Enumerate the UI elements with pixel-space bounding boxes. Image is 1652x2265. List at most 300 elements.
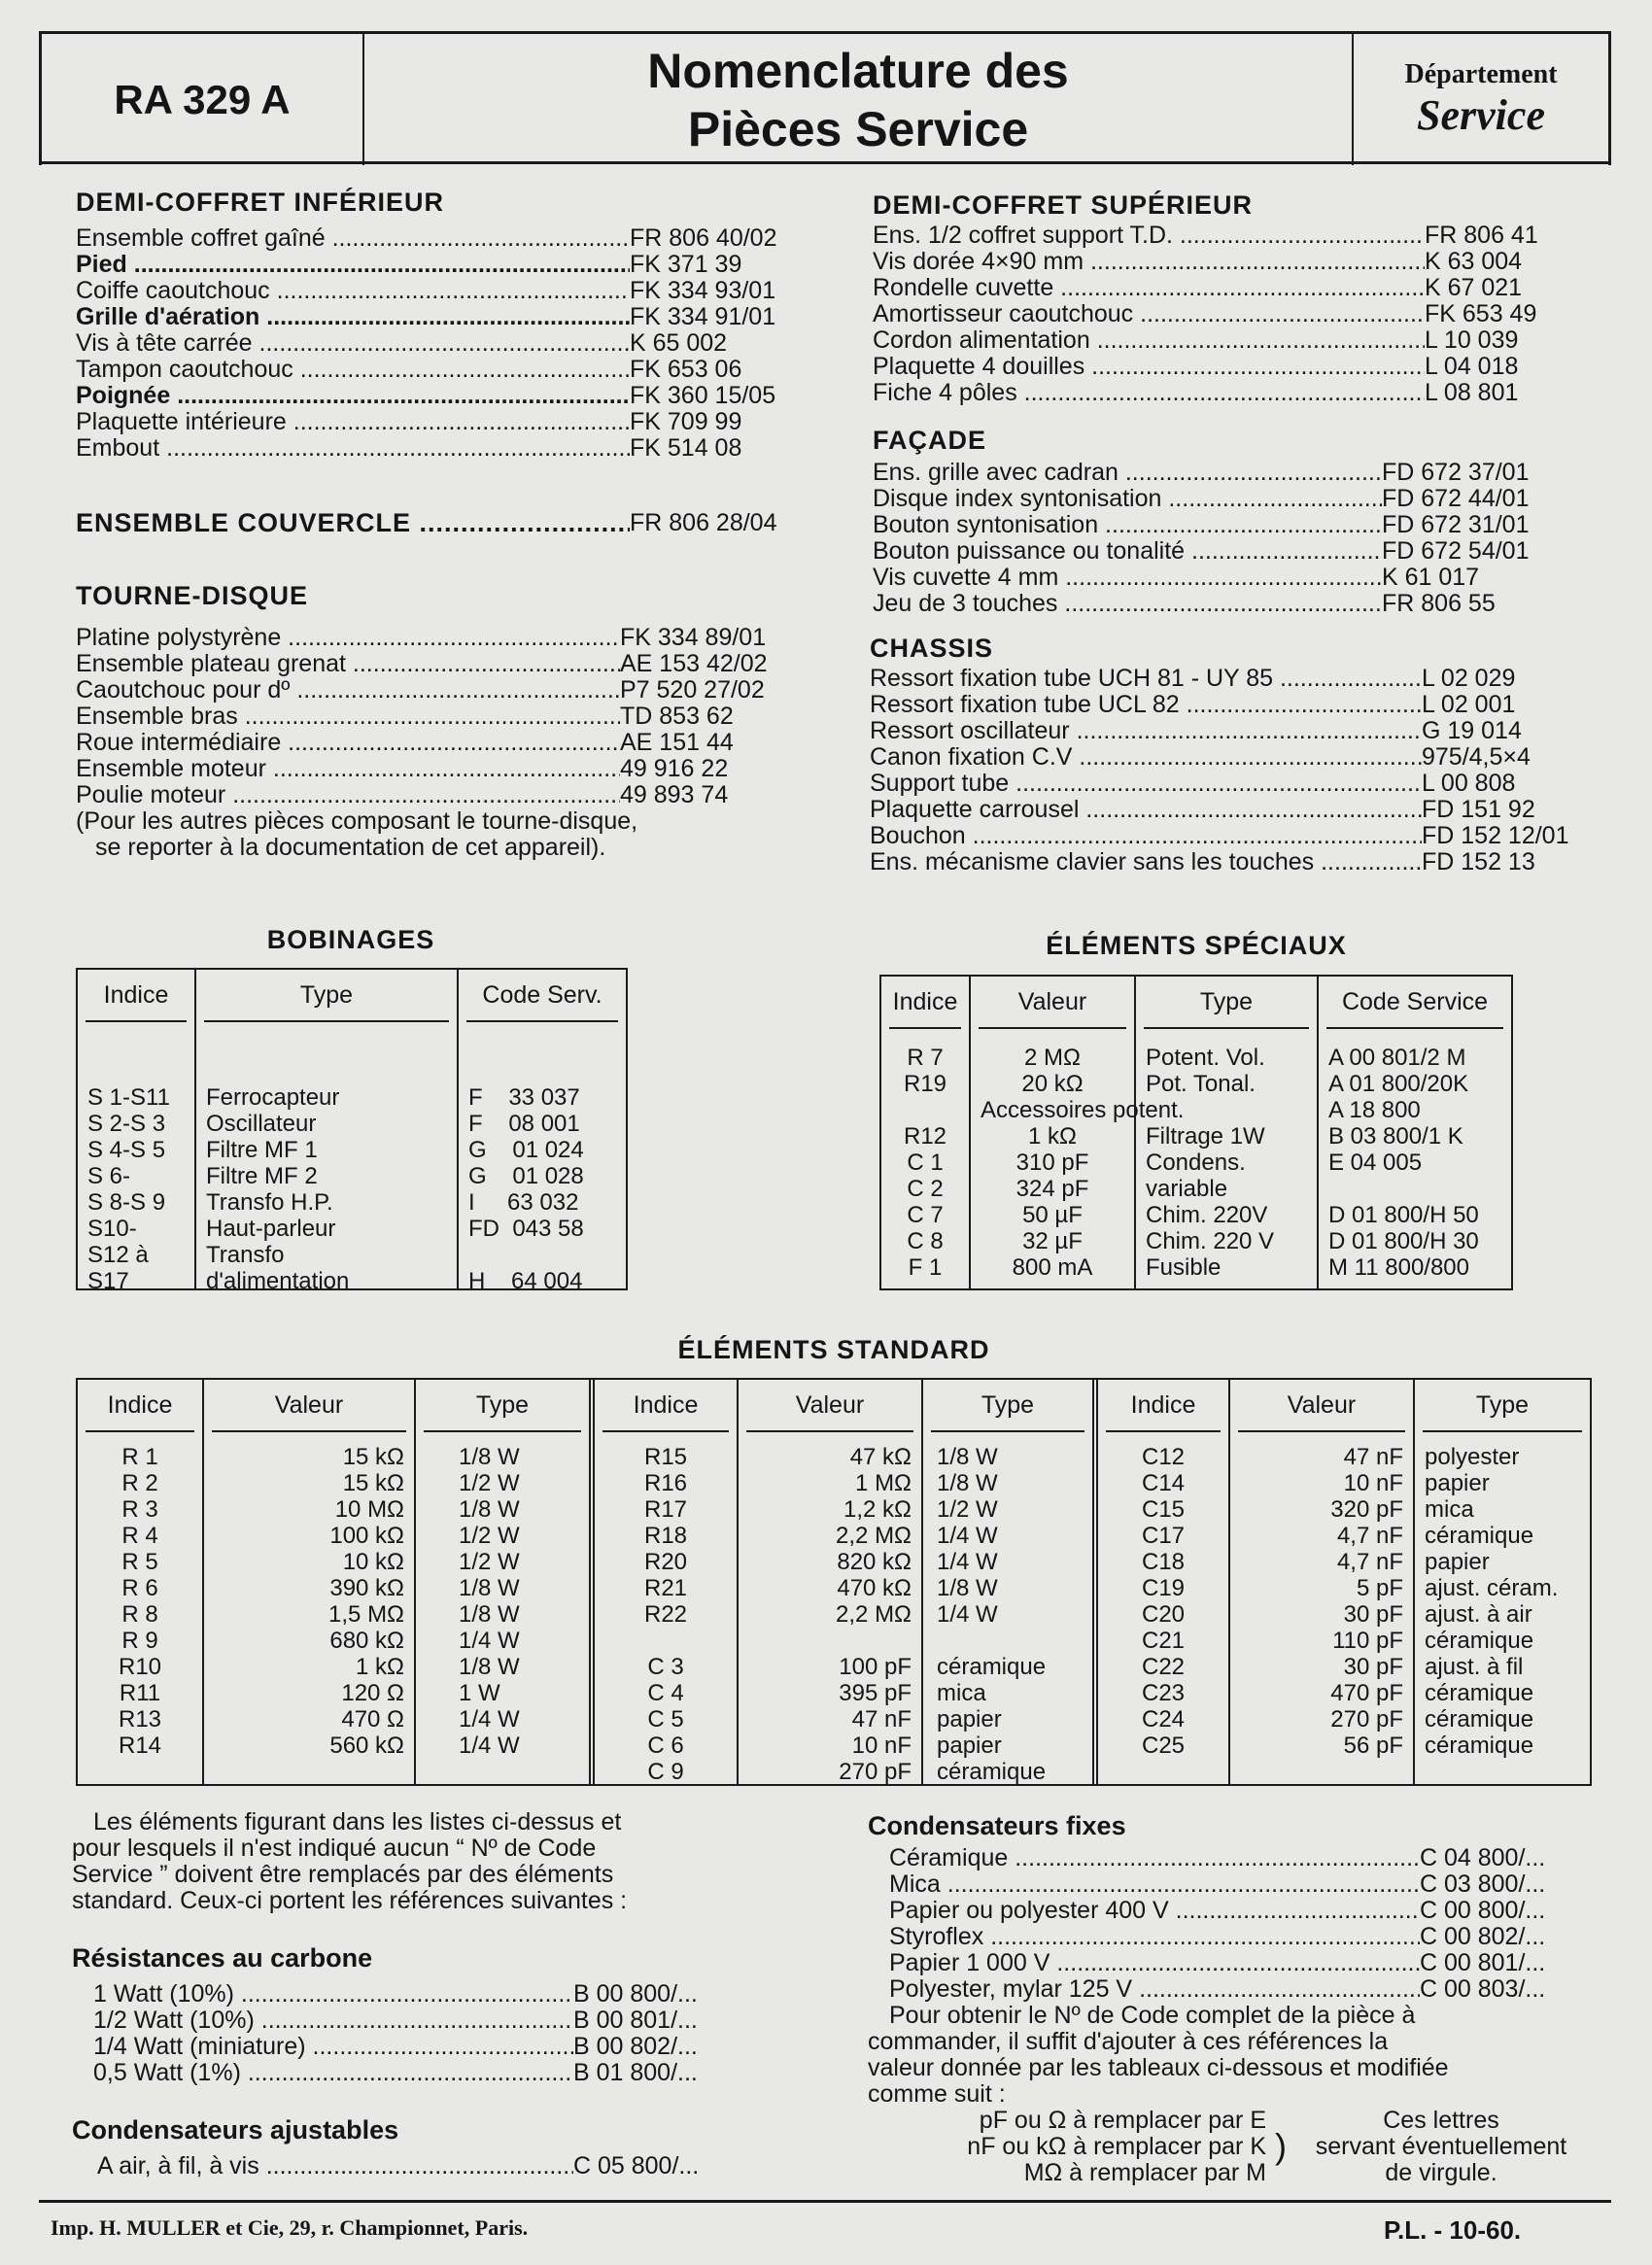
standard-indice: R 9 [121, 1628, 158, 1654]
standard-title: ÉLÉMENTS STANDARD [677, 1335, 990, 1364]
item-code: C 00 802/... [1420, 1923, 1546, 1950]
list-item [870, 692, 1589, 718]
standard-type: 1/8 W [459, 1496, 520, 1523]
standard-indice: R20 [643, 1549, 688, 1575]
standard-type: 1/4 W [459, 1706, 520, 1733]
standard-valeur: 470 pF [1330, 1680, 1403, 1706]
standard-type: 1/4 W [937, 1601, 998, 1628]
standard-valeur: 1,2 kΩ [843, 1496, 912, 1523]
fixes-line-3: valeur donnée par les tableaux ci-dessous et modifiée [868, 2054, 1449, 2081]
special-valeur: 324 pF [1015, 1176, 1089, 1202]
item-name: Disque index syntonisation ..... [873, 486, 1382, 512]
item-name: A air, à fil, à vis ..... [97, 2153, 573, 2179]
standard-valeur: 4,7 nF [1336, 1523, 1403, 1549]
standard-indice: R21 [643, 1575, 688, 1601]
item-name: Céramique ..... [889, 1845, 1420, 1871]
standard-indice: C 6 [647, 1733, 684, 1759]
standard-type: 1/2 W [459, 1523, 520, 1549]
title-line-1: Nomenclature des [647, 43, 1069, 98]
list-item [873, 486, 1572, 512]
standard-indice: R11 [119, 1680, 161, 1706]
demi-coffret-inferieur-section [76, 188, 795, 462]
bobinage-indice: S 8-S 9 [87, 1189, 166, 1216]
standard-valeur: 47 kΩ [849, 1444, 912, 1470]
section-title: DEMI-COFFRET INFÉRIEUR [76, 188, 444, 217]
item-code: L 08 801 [1425, 379, 1519, 406]
bobinage-type: Haut-parleur [206, 1216, 336, 1242]
list-item [889, 1871, 1587, 1898]
standard-type: papier [1425, 1470, 1490, 1496]
standard-type: céramique [937, 1759, 1047, 1785]
standard-indice: C14 [1141, 1470, 1186, 1496]
section-title: Condensateurs ajustables [72, 2115, 399, 2145]
bobinage-type: Transfo [206, 1242, 285, 1268]
list-item [873, 354, 1572, 380]
standard-indice: C 9 [647, 1759, 684, 1785]
speciaux-title: ÉLÉMENTS SPÉCIAUX [1046, 931, 1347, 960]
list-item [76, 278, 795, 304]
standard-valeur: 110 pF [1332, 1628, 1403, 1654]
fixes-line-4: comme suit : [868, 2080, 1006, 2108]
bobinage-type: Filtre MF 1 [206, 1137, 318, 1163]
item-code: C 00 803/... [1420, 1975, 1546, 2003]
special-indice [891, 1097, 959, 1123]
item-code: AE 151 44 [620, 729, 734, 756]
item-code: FR 806 55 [1382, 590, 1496, 617]
item-name: Plaquette 4 douilles ..... [873, 354, 1425, 380]
col-header-valeur: Valeur [979, 977, 1126, 1029]
standard-valeur: 270 pF [1330, 1706, 1403, 1733]
list-item [873, 249, 1572, 275]
standard-indice: C18 [1141, 1549, 1186, 1575]
list-item [76, 330, 795, 357]
bobinage-indice: S 2-S 3 [87, 1111, 166, 1137]
list-item [870, 771, 1589, 797]
list-item [76, 357, 795, 383]
standard-indice: C22 [1141, 1654, 1186, 1680]
standard-valeur: 470 kΩ [837, 1575, 912, 1601]
bobinages-title: BOBINAGES [266, 925, 435, 954]
standard-valeur: 10 nF [1343, 1470, 1403, 1496]
special-valeur: 1 kΩ [1028, 1123, 1077, 1150]
rule-nf: nF ou kΩ à remplacer par K [967, 2133, 1266, 2160]
standard-valeur: 30 pF [1343, 1654, 1403, 1680]
letters-note-3: de virgule. [1385, 2159, 1497, 2186]
standard-valeur: 10 kΩ [342, 1549, 404, 1575]
item-code: L 00 808 [1422, 770, 1516, 797]
standard-table [76, 1378, 1592, 1786]
item-name: Ensemble plateau grenat ..... [76, 651, 620, 677]
item-name: Platine polystyrène ..... [76, 625, 620, 651]
item-name: Roue intermédiaire ..... [76, 730, 620, 756]
standard-indice: R 5 [121, 1549, 158, 1575]
item-code: K 61 017 [1382, 564, 1480, 591]
demi-coffret-superieur-section [873, 190, 1572, 406]
standard-type: polyester [1425, 1444, 1520, 1470]
special-code: A 01 800/20K [1328, 1071, 1469, 1097]
couvercle-code: FR 806 28/04 [630, 509, 777, 536]
item-name: Caoutchouc pour dº ..... [76, 677, 620, 704]
header [39, 31, 1611, 165]
standard-indice: R22 [643, 1601, 688, 1628]
list-item [889, 1976, 1587, 2003]
standard-valeur: 680 kΩ [329, 1628, 404, 1654]
section-title: CHASSIS [870, 634, 994, 663]
page-reference: P.L. - 10-60. [1384, 2215, 1522, 2245]
list-item [870, 744, 1589, 771]
item-code: 49 893 74 [620, 781, 729, 808]
standard-valeur: 320 pF [1330, 1496, 1403, 1523]
item-name: Bouchon ..... [870, 823, 1422, 849]
item-code: C 03 800/... [1420, 1870, 1546, 1898]
item-code: FK 514 08 [630, 434, 742, 462]
couvercle-label: ENSEMBLE COUVERCLE ..... [76, 510, 630, 536]
item-name: Tampon caoutchouc ..... [76, 357, 630, 383]
standard-valeur: 10 MΩ [334, 1496, 404, 1523]
item-name: Vis dorée 4×90 mm ..... [873, 249, 1425, 275]
item-code: B 00 801/... [573, 2007, 698, 2034]
item-code: AE 153 42/02 [620, 650, 768, 677]
col-header-indice: Indice [86, 1380, 194, 1432]
list-item [873, 301, 1572, 327]
standard-type: céramique [1425, 1628, 1534, 1654]
list-item [76, 651, 795, 677]
item-code: FR 806 40/02 [630, 224, 777, 252]
facade-section [873, 426, 1572, 617]
rule-pf: pF ou Ω à remplacer par E [979, 2107, 1266, 2134]
item-name: Bouton puissance ou tonalité ..... [873, 538, 1382, 565]
replacement-rules: pF ou Ω à remplacer par E nF ou kΩ à remplacer par K MΩ à remplacer par M ) Ces lettres servant éventuellement de virgule. [868, 2108, 1587, 2186]
special-code: A 18 800 [1328, 1097, 1421, 1123]
item-code: FK 334 93/01 [630, 277, 776, 304]
rule-mohm: MΩ à remplacer par M [1023, 2159, 1266, 2186]
bobinage-code: F 33 037 [468, 1084, 580, 1111]
list-item [873, 327, 1572, 354]
bobinage-indice: S17 [87, 1268, 129, 1294]
item-name: Plaquette carrousel ..... [870, 797, 1422, 823]
item-name: Plaquette intérieure ..... [76, 409, 630, 435]
special-type: variable [1146, 1176, 1228, 1202]
standard-type [937, 1628, 1083, 1654]
col-header-type: Type [204, 970, 449, 1022]
standard-indice: C 4 [647, 1680, 684, 1706]
item-name: 1/2 Watt (10%) ..... [93, 2008, 573, 2034]
standard-type: papier [1425, 1549, 1490, 1575]
fixes-section [868, 1811, 1587, 2186]
standard-valeur: 15 kΩ [342, 1444, 404, 1470]
list-item [93, 1981, 791, 2008]
notes-line-2: pour lesquels il n'est indiqué aucun “ Nº de Code [72, 1835, 597, 1862]
item-code: FK 360 15/05 [630, 382, 776, 409]
list-item [93, 2034, 791, 2060]
standard-valeur: 2,2 MΩ [836, 1601, 912, 1628]
item-code: C 00 800/... [1420, 1897, 1546, 1924]
tourne-note-2: se reporter à la documentation de cet appareil). [95, 834, 606, 861]
item-code: C 04 800/... [1420, 1844, 1546, 1871]
page-title [364, 34, 1354, 165]
item-name: Cordon alimentation ..... [873, 327, 1425, 354]
standard-type: mica [1425, 1496, 1474, 1523]
bobinage-type: Oscillateur [206, 1111, 317, 1137]
special-indice: C 2 [907, 1176, 944, 1202]
list-item [93, 2008, 791, 2034]
standard-valeur: 100 pF [839, 1654, 912, 1680]
standard-indice: C25 [1141, 1733, 1186, 1759]
model-ref: RA 329 A [42, 34, 364, 165]
item-code: B 00 802/... [573, 2033, 698, 2060]
item-name: Poignée ..... [76, 383, 630, 409]
item-name: Ensemble bras ..... [76, 704, 620, 730]
standard-valeur: 270 pF [839, 1759, 912, 1785]
item-name: Canon fixation C.V ..... [870, 744, 1422, 771]
fixes-line-2: commander, il suffit d'ajouter à ces références la [868, 2028, 1389, 2055]
item-code: L 10 039 [1425, 326, 1519, 354]
standard-indice [604, 1628, 727, 1654]
item-name: Ens. 1/2 coffret support T.D. ..... [873, 223, 1425, 249]
notes-line-3: Service ” doivent être remplacés par des éléments [72, 1861, 614, 1888]
standard-type: 1/4 W [459, 1733, 520, 1759]
item-code: C 00 801/... [1420, 1949, 1546, 1976]
special-code [1328, 1176, 1501, 1202]
list-item [76, 383, 795, 409]
list-item [93, 2060, 791, 2086]
item-code: P7 520 27/02 [620, 676, 765, 704]
special-indice: F 1 [908, 1254, 943, 1281]
col-header-indice: Indice [602, 1380, 729, 1432]
standard-valeur: 120 Ω [341, 1680, 404, 1706]
item-name: Ressort oscillateur ..... [870, 718, 1422, 744]
item-name: Ensemble coffret gaîné ..... [76, 225, 630, 252]
list-item [873, 565, 1572, 591]
item-code: L 02 001 [1422, 691, 1516, 718]
special-indice: R 7 [907, 1045, 944, 1071]
item-name: Embout ..... [76, 435, 630, 462]
item-code: FK 334 89/01 [620, 624, 767, 651]
standard-indice: C 5 [647, 1706, 684, 1733]
standard-type: 1/8 W [937, 1575, 998, 1601]
special-indice: R12 [903, 1123, 947, 1150]
section-title: TOURNE-DISQUE [76, 581, 309, 610]
item-code: L 02 029 [1422, 665, 1516, 692]
standard-type: papier [937, 1733, 1002, 1759]
col-header-indice: Indice [1106, 1380, 1221, 1432]
ensemble-couvercle-section [76, 510, 795, 536]
item-code: K 63 004 [1425, 248, 1523, 275]
bobinage-code: FD 043 58 [468, 1216, 584, 1242]
bobinage-code: H 64 004 [468, 1268, 583, 1294]
list-item [873, 275, 1572, 301]
standard-valeur: 1 kΩ [356, 1654, 404, 1680]
list-item [870, 797, 1589, 823]
list-item [76, 409, 795, 435]
section-title: DEMI-COFFRET SUPÉRIEUR [873, 190, 1254, 220]
item-name: 0,5 Watt (1%) ..... [93, 2060, 573, 2086]
department [1354, 34, 1608, 165]
standard-type: ajust. céram. [1425, 1575, 1559, 1601]
standard-type: céramique [1425, 1680, 1534, 1706]
special-type: Pot. Tonal. [1146, 1071, 1256, 1097]
item-code: FD 152 12/01 [1422, 822, 1569, 849]
special-type: Fusible [1146, 1254, 1222, 1281]
standard-indice: C24 [1141, 1706, 1186, 1733]
notes-paragraph [72, 1809, 791, 1914]
list-item [76, 252, 795, 278]
item-code: FK 653 06 [630, 356, 742, 383]
standard-indice: C12 [1141, 1444, 1186, 1470]
standard-indice: R17 [643, 1496, 688, 1523]
item-name: Vis à tête carrée ..... [76, 330, 630, 357]
special-code: E 04 005 [1328, 1150, 1423, 1176]
special-code: M 11 800/800 [1328, 1254, 1469, 1281]
item-name: Ressort fixation tube UCL 82 ..... [870, 692, 1422, 718]
standard-valeur: 820 kΩ [837, 1549, 912, 1575]
item-code: 975/4,5×4 [1422, 743, 1531, 771]
list-item [76, 730, 795, 756]
standard-valeur: 1 MΩ [855, 1470, 912, 1496]
standard-type: 1/8 W [459, 1575, 520, 1601]
standard-indice: R18 [643, 1523, 688, 1549]
printer-credit: Imp. H. MULLER et Cie, 29, r. Championnet, Paris. [51, 2215, 529, 2240]
item-name: Coiffe caoutchouc ..... [76, 278, 630, 304]
notes-line-1: Les éléments figurant dans les listes ci-dessus et [93, 1808, 622, 1836]
standard-valeur: 4,7 nF [1336, 1549, 1403, 1575]
list-item [76, 756, 795, 782]
special-type: Filtrage 1W [1146, 1123, 1265, 1150]
list-item [889, 1898, 1587, 1924]
list-item [76, 435, 795, 462]
list-item [873, 380, 1572, 406]
standard-valeur: 47 nF [1343, 1444, 1403, 1470]
standard-type: 1/2 W [937, 1496, 998, 1523]
bobinage-code: G 01 028 [468, 1163, 584, 1189]
bobinage-type: Filtre MF 2 [206, 1163, 318, 1189]
bobinage-code: G 01 024 [468, 1137, 584, 1163]
bobinage-code [468, 1242, 616, 1268]
item-code: G 19 014 [1422, 717, 1522, 744]
department-name: Service [1417, 91, 1545, 139]
special-code: B 03 800/1 K [1328, 1123, 1463, 1150]
item-code: FD 672 44/01 [1382, 485, 1530, 512]
item-code: K 65 002 [630, 329, 728, 357]
item-name: Ressort fixation tube UCH 81 - UY 85 ..... [870, 666, 1422, 692]
standard-indice: R 4 [121, 1523, 158, 1549]
item-code: FK 334 91/01 [630, 303, 776, 330]
special-type [1146, 1097, 1307, 1123]
notes-line-4: standard. Ceux-ci portent les références suivantes : [72, 1887, 628, 1914]
bobinage-type: Transfo H.P. [206, 1189, 333, 1216]
item-name: Styroflex ..... [889, 1924, 1420, 1950]
speciaux-table [879, 975, 1513, 1290]
item-name: Polyester, mylar 125 V ..... [889, 1976, 1420, 2003]
item-name: Ens. mécanisme clavier sans les touches ..... [870, 849, 1422, 875]
standard-valeur: 100 kΩ [329, 1523, 404, 1549]
item-code: TD 853 62 [620, 703, 734, 730]
standard-indice: C15 [1141, 1496, 1186, 1523]
item-name: Support tube ..... [870, 771, 1422, 797]
standard-indice: R 3 [121, 1496, 158, 1523]
standard-indice: C17 [1141, 1523, 1186, 1549]
list-item [873, 591, 1572, 617]
special-indice: C 1 [907, 1150, 944, 1176]
bobinage-code: F 08 001 [468, 1111, 580, 1137]
item-code: B 01 800/... [573, 2059, 698, 2086]
standard-type: 1/4 W [937, 1549, 998, 1575]
fixes-line-1: Pour obtenir le Nº de Code complet de la pièce à [889, 2002, 1416, 2029]
list-item [76, 625, 795, 651]
special-code: D 01 800/H 30 [1328, 1228, 1479, 1254]
item-code: K 67 021 [1425, 274, 1523, 301]
item-name: 1/4 Watt (miniature) ..... [93, 2034, 573, 2060]
standard-type: ajust. à fil [1425, 1654, 1524, 1680]
item-name: Mica ..... [889, 1871, 1420, 1898]
section-title: Condensateurs fixes [868, 1811, 1126, 1840]
item-name: 1 Watt (10%) ..... [93, 1981, 573, 2008]
section-title: FAÇADE [873, 426, 987, 455]
col-header-indice: Indice [889, 977, 961, 1029]
standard-valeur: 470 Ω [341, 1706, 404, 1733]
standard-valeur: 47 nF [851, 1706, 912, 1733]
standard-type: 1 W [459, 1680, 500, 1706]
standard-indice: R16 [643, 1470, 688, 1496]
special-type: Condens. [1146, 1150, 1246, 1176]
letters-note-1: Ces lettres [1383, 2107, 1499, 2134]
item-name: Fiche 4 pôles ..... [873, 380, 1425, 406]
tourne-note-1: (Pour les autres pièces composant le tourne-disque, [76, 807, 638, 835]
standard-type: 1/8 W [937, 1444, 998, 1470]
standard-valeur [748, 1628, 912, 1654]
standard-indice: C20 [1141, 1601, 1186, 1628]
standard-type: 1/8 W [459, 1601, 520, 1628]
standard-type: 1/2 W [459, 1470, 520, 1496]
col-header-indice: Indice [86, 970, 187, 1022]
special-indice: R19 [903, 1071, 947, 1097]
standard-indice: R 2 [121, 1470, 158, 1496]
list-item [870, 823, 1589, 849]
item-name: Papier 1 000 V ..... [889, 1950, 1420, 1976]
item-code: C 05 800/... [573, 2152, 700, 2179]
special-valeur: 32 µF [1022, 1228, 1083, 1254]
list-item [870, 849, 1589, 875]
standard-valeur: 15 kΩ [342, 1470, 404, 1496]
standard-valeur: 5 pF [1356, 1575, 1403, 1601]
fixes-paragraph [868, 2003, 1587, 2108]
item-code: FD 151 92 [1422, 796, 1535, 823]
list-item [873, 512, 1572, 538]
list-item [889, 1845, 1587, 1871]
title-line-2: Pièces Service [687, 101, 1029, 156]
standard-type: 1/8 W [459, 1654, 520, 1680]
bobinage-code: I 63 032 [468, 1189, 579, 1216]
standard-type: 1/8 W [937, 1470, 998, 1496]
item-name: Amortisseur caoutchouc ..... [873, 301, 1425, 327]
list-item [76, 704, 795, 730]
standard-indice: C19 [1141, 1575, 1186, 1601]
item-code: FK 371 39 [630, 251, 742, 278]
standard-type: mica [937, 1680, 986, 1706]
standard-type: céramique [1425, 1733, 1534, 1759]
item-code: FK 709 99 [630, 408, 742, 435]
standard-type: céramique [1425, 1706, 1534, 1733]
list-item [873, 538, 1572, 565]
list-item [889, 1924, 1587, 1950]
item-code: B 00 800/... [573, 1980, 698, 2008]
list-item [76, 782, 795, 808]
item-code: FD 672 54/01 [1382, 537, 1530, 565]
item-code: FK 653 49 [1425, 300, 1537, 327]
special-valeur: 800 mA [1012, 1254, 1093, 1281]
bobinage-indice: S 4-S 5 [87, 1137, 166, 1163]
special-type: Potent. Vol. [1146, 1045, 1265, 1071]
